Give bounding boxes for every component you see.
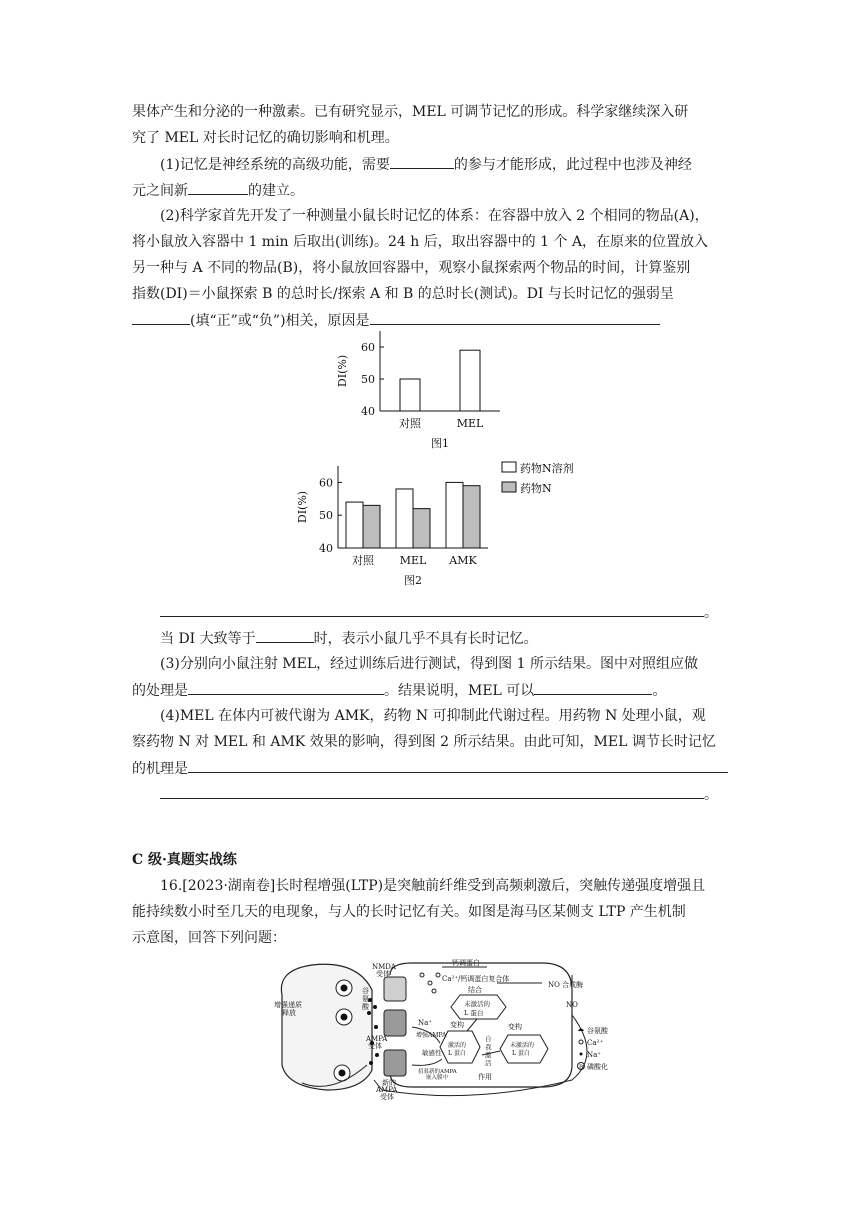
figure-1-chart bbox=[330, 325, 510, 455]
label-sensitivity: 敏感性 bbox=[422, 1049, 442, 1057]
label-ampa: AMPA bbox=[366, 1035, 388, 1043]
label-activated: 激活的 bbox=[448, 1042, 467, 1049]
q2-blank-di[interactable] bbox=[256, 628, 314, 643]
q3-text-b: 。结果说明，MEL 可以 bbox=[384, 683, 535, 699]
label-recruit-2: 嵌入膜中 bbox=[426, 1075, 449, 1081]
inactive-l-protein-right bbox=[500, 1035, 548, 1063]
intro-line-2: 究了 MEL 对长时记忆的确切影响和机理。 bbox=[132, 130, 399, 146]
label-self-1: 自 bbox=[485, 1035, 492, 1043]
label-inactive-top: 未激活的 bbox=[464, 1000, 490, 1008]
y-tick-label: 40 bbox=[361, 405, 375, 418]
label-release-2: 释放 bbox=[282, 1009, 296, 1017]
section-c-line-1: 16.[2023·湖南卷]长时程增强(LTP)是突触前纤维受到高频刺激后，突触传递强度增强且 bbox=[160, 878, 706, 894]
bar bbox=[446, 482, 463, 548]
label-glu-b: 氨 bbox=[362, 995, 369, 1003]
chart-title: 图2 bbox=[404, 574, 422, 587]
label-ampa-2: 受体 bbox=[368, 1042, 382, 1050]
x-tick-label: AMK bbox=[449, 554, 477, 567]
label-lprot-right: L 蛋白 bbox=[512, 1050, 530, 1057]
q2-line-3: 另一种与 A 不同的物品(B)，将小鼠放回容器中，观察小鼠探索两个物品的时间，计算鉴别 bbox=[132, 260, 691, 276]
q2-text-di: 当 DI 大致等于 bbox=[160, 631, 256, 647]
label-self-3: 激 bbox=[485, 1051, 492, 1059]
q1-text-d: 的建立。 bbox=[248, 183, 304, 199]
q1-line-1 bbox=[160, 154, 692, 175]
bar bbox=[463, 486, 480, 548]
legend-swatch bbox=[502, 482, 516, 492]
label-enhance-ampa: 增强AMPA bbox=[416, 1032, 447, 1039]
y-axis-label: DI(%) bbox=[296, 490, 309, 524]
label-change: 变构 bbox=[450, 1021, 464, 1029]
label-bind: 结合 bbox=[468, 986, 482, 994]
q2-blank-correlation[interactable] bbox=[132, 310, 190, 325]
q2-line-7 bbox=[160, 628, 538, 649]
y-tick-label: 50 bbox=[319, 509, 333, 523]
q2-line-6 bbox=[160, 602, 718, 623]
legend-swatch bbox=[502, 462, 516, 472]
label-calmodulin: 钙调蛋白 bbox=[452, 959, 480, 967]
q2-line-2: 将小鼠放入容器中 1 min 后取出(训练)。24 h 后，取出容器中的 1 个 A，在原来的位置放入 bbox=[132, 234, 709, 250]
legend-calcium-icon bbox=[579, 1040, 583, 1044]
q3-text-c: 。 bbox=[652, 683, 667, 699]
y-axis-label: DI(%) bbox=[336, 354, 349, 388]
fig2-plot bbox=[296, 461, 574, 587]
q4-line-4 bbox=[160, 784, 718, 805]
q4-line-1: (4)MEL 在体内可被代谢为 AMK，药物 N 可抑制此代谢过程。用药物 N 处理小鼠，观 bbox=[160, 708, 706, 724]
q3-text-a: 的处理是 bbox=[132, 683, 188, 699]
label-release-1: 增强递质 bbox=[274, 1001, 302, 1009]
bar bbox=[413, 509, 430, 548]
section-c-line-3: 示意图，回答下列问题： bbox=[132, 930, 286, 946]
q1-blank-1[interactable] bbox=[390, 154, 454, 169]
q1-text-b: 的参与才能形成，此过程中也涉及神经 bbox=[453, 157, 692, 173]
q4-line-2: 察药物 N 对 MEL 和 AMK 效果的影响，得到图 2 所示结果。由此可知，MEL 调节长时记忆 bbox=[132, 734, 716, 750]
q2-text-reason: (填“正”或“负”)相关，原因是 bbox=[190, 313, 370, 329]
label-nmda-2: 受体 bbox=[376, 970, 390, 978]
label-glu-c: 酸 bbox=[362, 1003, 369, 1011]
q4-text-a: 的机理是 bbox=[132, 761, 188, 777]
legend-sodium-icon bbox=[580, 1053, 583, 1056]
label-glu-a: 谷 bbox=[362, 987, 369, 995]
fig1-plot bbox=[336, 331, 500, 450]
q1-text-c: 元之间新 bbox=[132, 183, 188, 199]
x-tick-label: 对照 bbox=[352, 554, 374, 567]
label-nos: NO 合成酶 bbox=[548, 981, 584, 989]
bar bbox=[400, 379, 420, 411]
q3-blank-2[interactable] bbox=[534, 680, 652, 695]
nmda-receptor bbox=[384, 977, 406, 1001]
label-lprot-mid: L 蛋白 bbox=[448, 1050, 466, 1057]
q2-line-4: 指数(DI)＝小鼠探索 B 的总时长/探索 A 和 B 的总时长(测试)。DI 与长时记忆的强弱呈 bbox=[132, 286, 674, 302]
label-change-2: 变构 bbox=[508, 1023, 522, 1031]
q2-blank-reason-cont[interactable] bbox=[160, 602, 704, 617]
q2-period: 。 bbox=[704, 605, 718, 621]
bar bbox=[346, 502, 363, 548]
y-tick-label: 40 bbox=[319, 542, 333, 555]
legend-phospho: 磷酸化 bbox=[587, 1063, 608, 1071]
label-recruit: 招募新的AMPA bbox=[418, 1069, 457, 1075]
presynaptic-terminal bbox=[281, 964, 372, 1090]
bar bbox=[363, 505, 380, 548]
legend-label: 药物N溶剂 bbox=[520, 462, 574, 475]
ampa-receptor bbox=[384, 1010, 406, 1036]
x-tick-label: MEL bbox=[399, 554, 427, 567]
bar bbox=[460, 350, 480, 411]
x-tick-label: 对照 bbox=[399, 417, 421, 430]
q3-line-1: (3)分别向小鼠注射 MEL，经过训练后进行测试，得到图 1 所示结果。图中对照组应做 bbox=[160, 656, 698, 672]
q1-text-a: (1)记忆是神经系统的高级功能，需要 bbox=[160, 157, 390, 173]
q4-blank-2[interactable] bbox=[160, 784, 704, 799]
q3-blank-1[interactable] bbox=[188, 680, 384, 695]
label-self-2: 我 bbox=[485, 1043, 492, 1051]
q2-blank-reason[interactable] bbox=[370, 310, 660, 325]
calcium-dots bbox=[420, 973, 440, 993]
q4-blank-1[interactable] bbox=[188, 758, 728, 773]
figure-2-chart bbox=[280, 458, 610, 598]
label-new-ampa-1: 新的 bbox=[382, 1079, 396, 1087]
label-na: Na⁺ bbox=[418, 1019, 432, 1027]
label-effect: 作用 bbox=[478, 1073, 492, 1081]
x-tick-label: MEL bbox=[456, 417, 484, 430]
q2-line-1: (2)科学家首先开发了一种测量小鼠长时记忆的体系：在容器中放入 2 个相同的物品(A)， bbox=[160, 208, 709, 224]
legend-glutamate: 谷氨酸 bbox=[587, 1027, 608, 1035]
q4-line-3 bbox=[132, 758, 728, 779]
label-complex: Ca²⁺/钙调蛋白复合体 bbox=[442, 975, 510, 983]
label-nmda: NMDA bbox=[372, 963, 396, 971]
q3-line-2 bbox=[132, 680, 666, 701]
label-new-ampa-3: 受体 bbox=[380, 1093, 394, 1101]
label-self-4: 活 bbox=[485, 1059, 492, 1067]
q2-text-di-b: 时，表示小鼠几乎不具有长时记忆。 bbox=[313, 631, 538, 647]
legend-calcium: Ca²⁺ bbox=[587, 1039, 604, 1047]
q4-period: 。 bbox=[704, 787, 718, 803]
new-ampa-receptor bbox=[384, 1050, 406, 1076]
ltp-mechanism-diagram bbox=[272, 955, 622, 1101]
legend-sodium: Na⁺ bbox=[587, 1051, 601, 1059]
legend-glutamate-icon bbox=[578, 1029, 584, 1032]
section-c-line-2: 能持续数小时至几天的电现象，与人的长时记忆有关。如图是海马区某侧支 LTP 产生机制 bbox=[132, 904, 686, 920]
label-no: NO bbox=[566, 1001, 578, 1009]
q1-blank-2[interactable] bbox=[188, 180, 248, 195]
y-tick-label: 60 bbox=[319, 476, 333, 490]
bar bbox=[396, 489, 413, 548]
section-c-heading: C 级·真题实战练 bbox=[132, 852, 237, 868]
label-new-ampa-2: AMPA bbox=[376, 1086, 398, 1094]
legend-label: 药物N bbox=[520, 482, 552, 495]
label-inactive-right: 未激活的 bbox=[510, 1042, 535, 1049]
label-lprot-top: L 蛋白 bbox=[464, 1009, 484, 1017]
chart-title: 图1 bbox=[431, 437, 449, 450]
y-tick-label: 50 bbox=[361, 373, 375, 386]
legend-phospho-p: P bbox=[579, 1064, 583, 1071]
intro-line-1: 果体产生和分泌的一种激素。已有研究显示，MEL 可调节记忆的形成。科学家继续深入研 bbox=[132, 104, 689, 120]
q1-line-2 bbox=[132, 180, 304, 201]
y-tick-label: 60 bbox=[361, 341, 375, 354]
